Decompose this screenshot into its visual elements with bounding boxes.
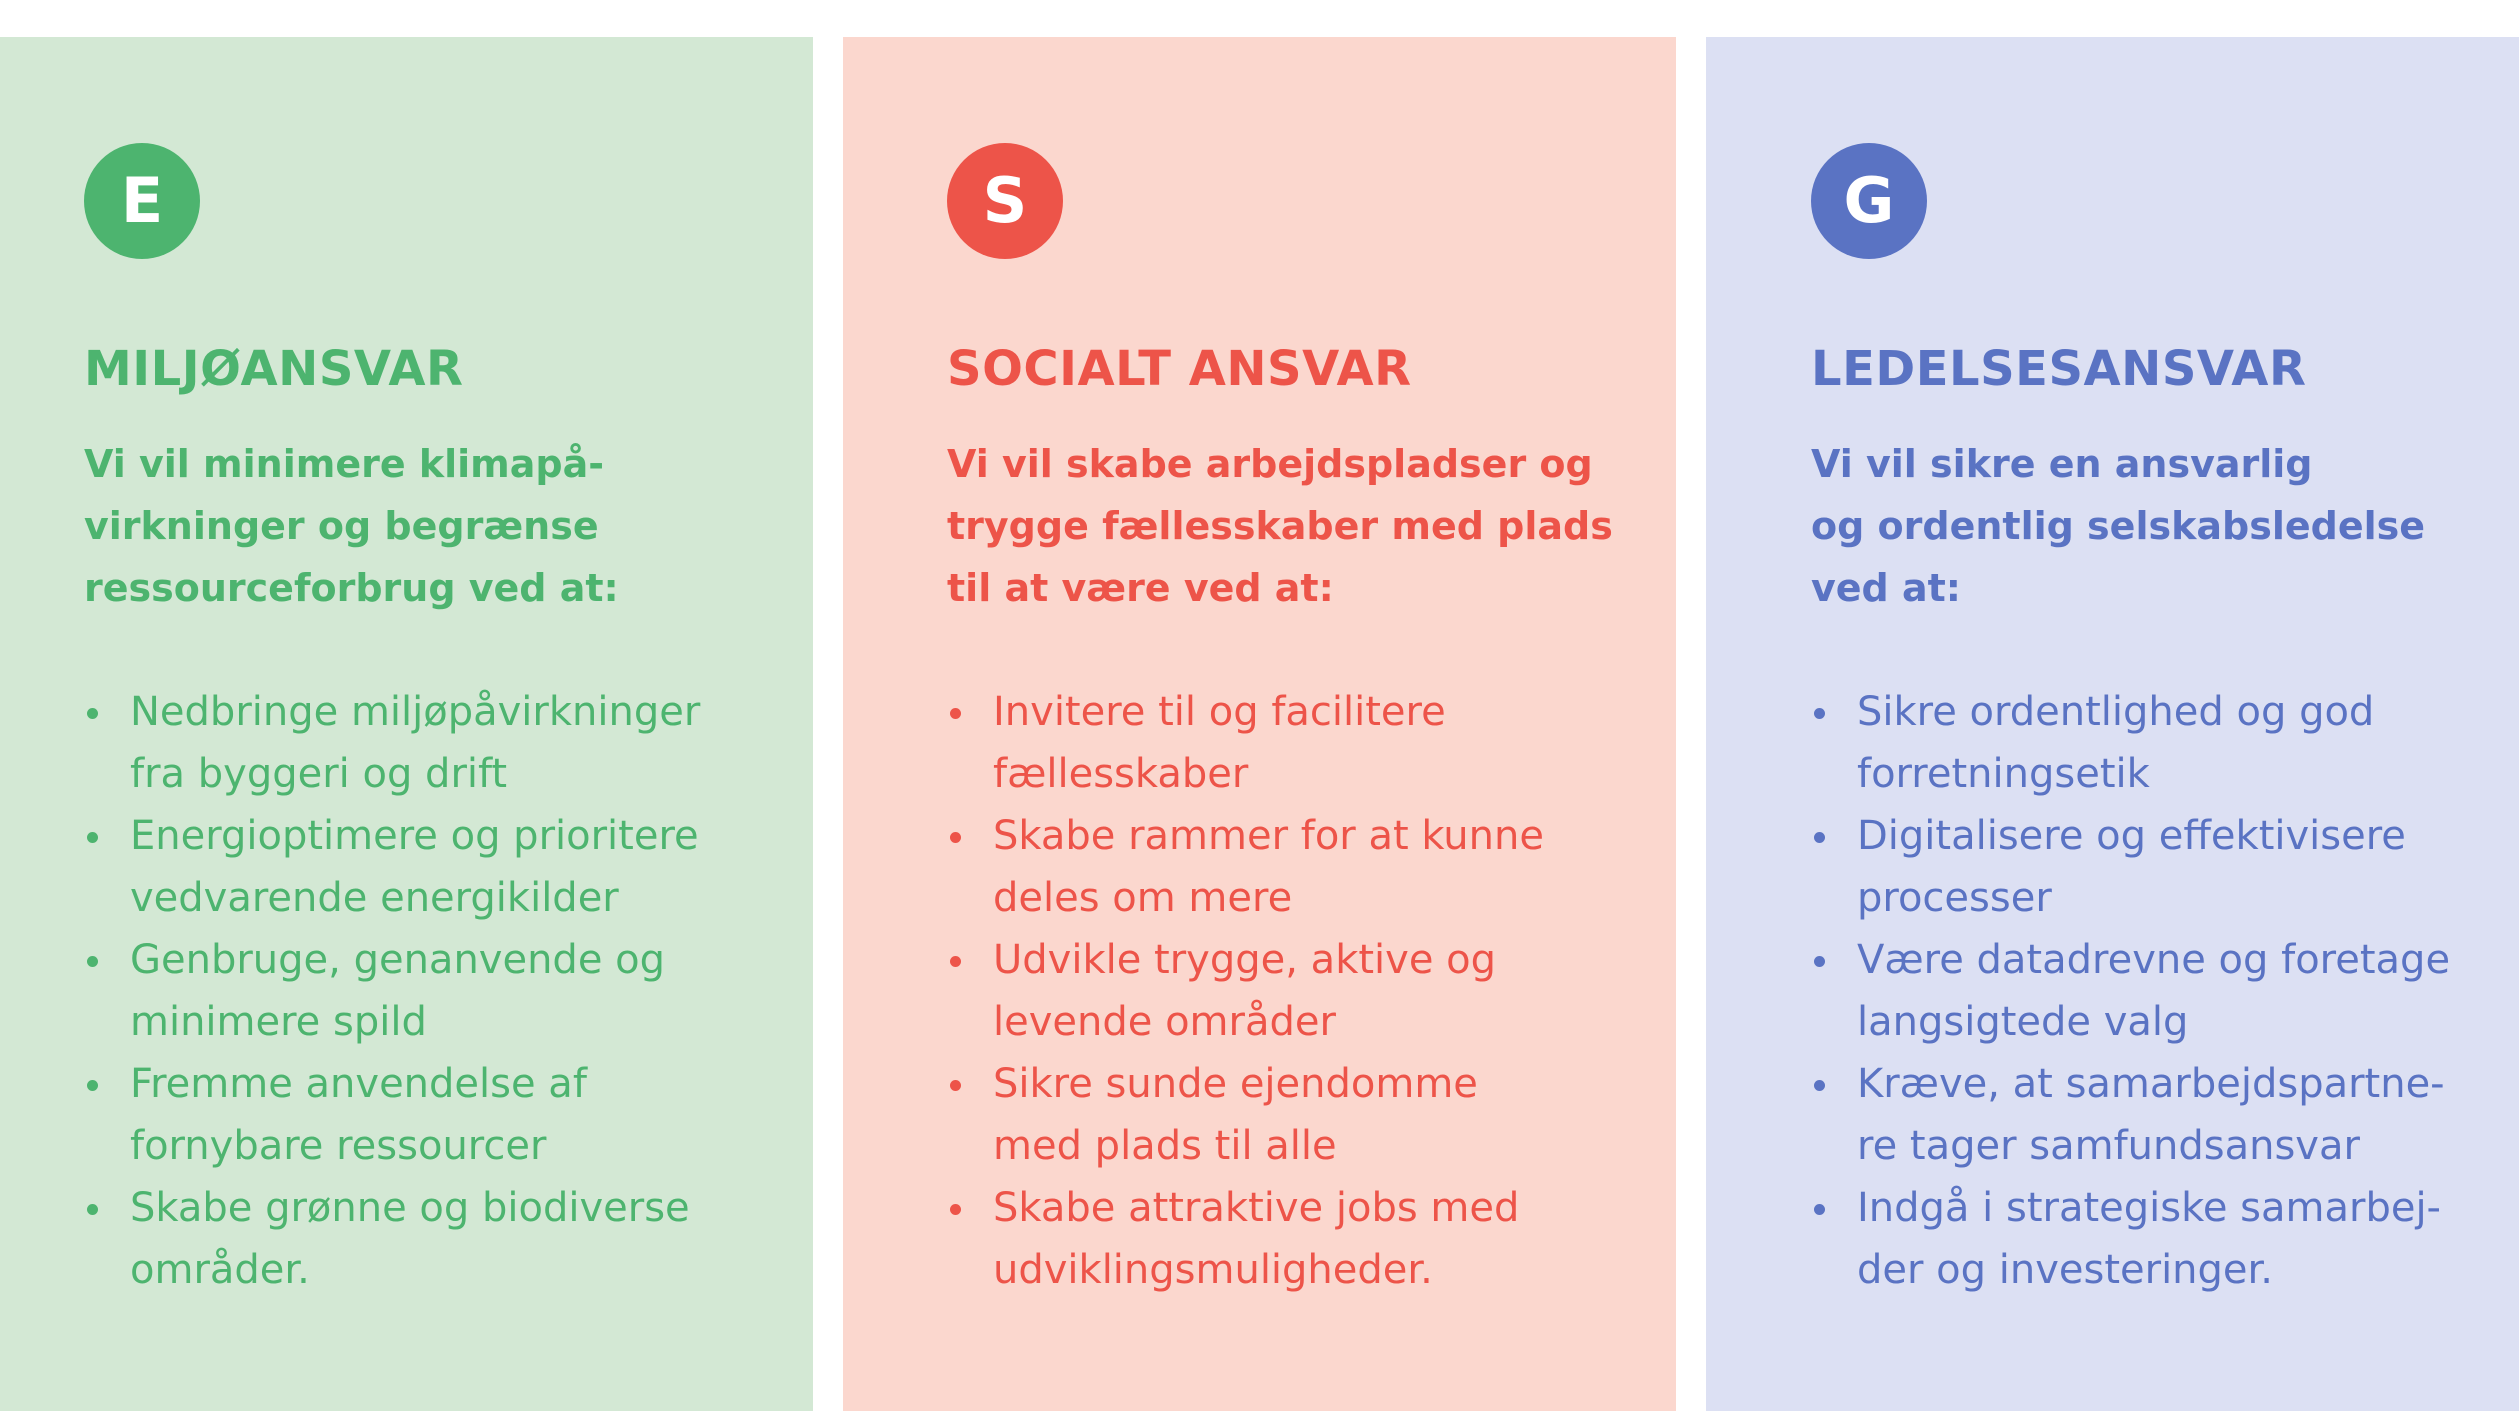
- list-item: Udvikle trygge, aktive og levende områder: [947, 929, 1676, 1053]
- list-item: Nedbringe miljøpåvirkninger fra byggeri og drift: [84, 681, 813, 805]
- environment-panel: [0, 37, 813, 1411]
- social-bullet-list: [947, 681, 1676, 1301]
- list-item: Sikre ordentlighed og god forretningsetik: [1811, 681, 2519, 805]
- list-item: Fremme anvendelse af fornybare ressourcer: [84, 1053, 813, 1177]
- list-item: Indgå i strategiske samarbej- der og investeringer.: [1811, 1177, 2519, 1301]
- social-intro: Vi vil skabe arbejdspladser og trygge fællesskaber med plads til at være ved at:: [947, 442, 1613, 610]
- list-item: Skabe rammer for at kunne deles om mere: [947, 805, 1676, 929]
- governance-badge: G: [1811, 143, 1927, 259]
- environment-intro: Vi vil minimere klimapå- virkninger og begrænse ressourceforbrug ved at:: [84, 442, 619, 610]
- governance-heading: LEDELSESANSVAR: [1811, 341, 2307, 397]
- list-item: Skabe grønne og biodiverse områder.: [84, 1177, 813, 1301]
- social-panel: [843, 37, 1676, 1411]
- governance-intro: Vi vil sikre en ansvarlig og ordentlig selskabsledelse ved at:: [1811, 442, 2426, 610]
- list-item: Skabe attraktive jobs med udviklingsmuligheder.: [947, 1177, 1676, 1301]
- list-item: Kræve, at samarbejdspartne- re tager samfundsansvar: [1811, 1053, 2519, 1177]
- list-item: Energioptimere og prioritere vedvarende energikilder: [84, 805, 813, 929]
- social-badge: S: [947, 143, 1063, 259]
- list-item: Sikre sunde ejendomme med plads til alle: [947, 1053, 1676, 1177]
- list-item: Digitalisere og effektivisere processer: [1811, 805, 2519, 929]
- list-item: Være datadrevne og foretage langsigtede valg: [1811, 929, 2519, 1053]
- governance-bullet-list: [1811, 681, 2519, 1301]
- list-item: Genbruge, genanvende og minimere spild: [84, 929, 813, 1053]
- governance-panel: [1706, 37, 2519, 1411]
- social-heading: SOCIALT ANSVAR: [947, 341, 1412, 397]
- environment-heading: MILJØANSVAR: [84, 341, 464, 397]
- environment-bullet-list: [84, 681, 813, 1301]
- environment-badge: E: [84, 143, 200, 259]
- list-item: Invitere til og facilitere fællesskaber: [947, 681, 1676, 805]
